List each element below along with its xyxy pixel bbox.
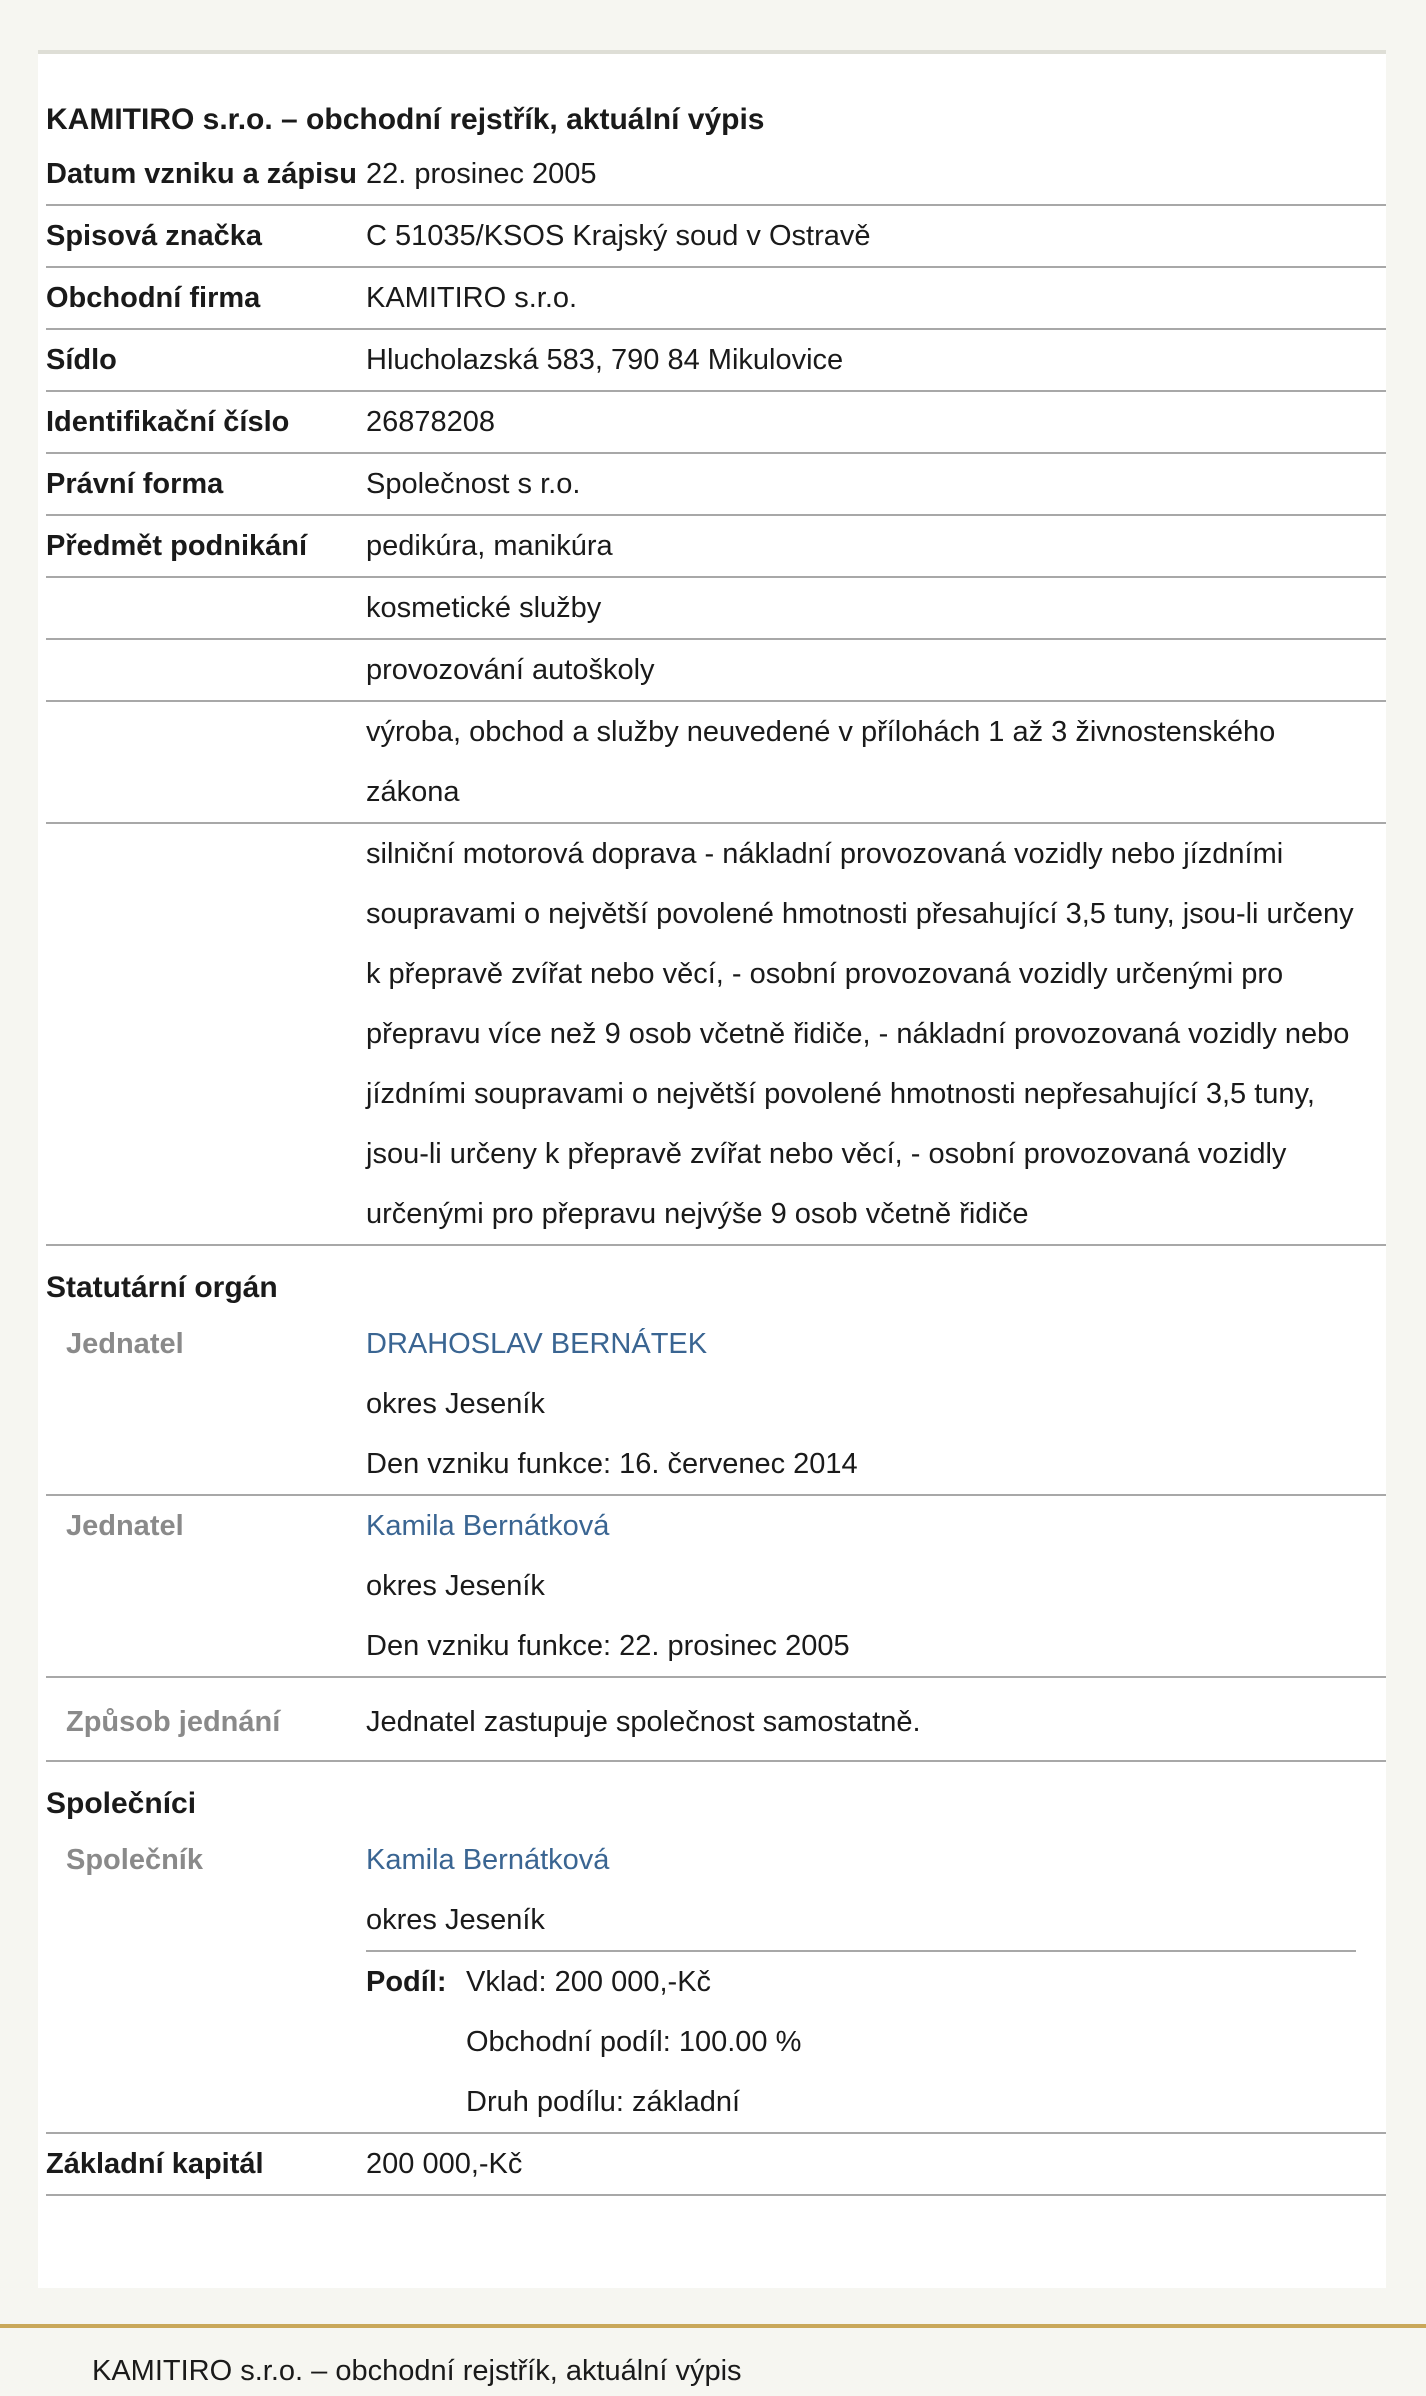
- row-predmet-podnikani: [46, 516, 1386, 578]
- row-predmet-item: [46, 578, 1386, 640]
- row-value: KAMITIRO s.r.o.: [366, 282, 578, 314]
- row-label: Spisová značka: [46, 220, 262, 252]
- row-value: 22. prosinec 2005: [366, 158, 597, 190]
- member-district: okres Jeseník: [366, 1570, 545, 1602]
- row-value: 200 000,-Kč: [366, 2148, 523, 2180]
- row-pravni-forma: [46, 454, 1386, 516]
- row-label: Právní forma: [46, 468, 224, 500]
- podil-vklad: Vklad: 200 000,-Kč: [466, 1966, 712, 1998]
- row-value: Jednatel zastupuje společnost samostatně.: [366, 1706, 921, 1738]
- row-value: 26878208: [366, 406, 496, 438]
- row-label: Datum vzniku a zápisu: [46, 158, 358, 190]
- register-extract-content: [46, 54, 1386, 2196]
- podil-block: [366, 1950, 1356, 2132]
- row-value: C 51035/KSOS Krajský soud v Ostravě: [366, 220, 871, 252]
- row-label: Předmět podnikání: [46, 530, 308, 562]
- row-obchodni-firma: [46, 268, 1386, 330]
- row-predmet-item: [46, 640, 1386, 702]
- row-zpusob-jednani: [46, 1678, 1386, 1762]
- row-label: Sídlo: [46, 344, 117, 376]
- member-since: Den vzniku funkce: 22. prosinec 2005: [366, 1630, 850, 1662]
- row-label-empty: [46, 578, 366, 638]
- row-label-empty: [46, 702, 366, 822]
- row-value: Společnost s r.o.: [366, 468, 581, 500]
- row-datum-vzniku: [46, 144, 1386, 206]
- predmet-item: provozování autoškoly: [366, 654, 655, 686]
- member-details: [366, 1496, 1386, 1676]
- spolecnik-role: Společník: [66, 1844, 203, 1876]
- spolecnik-entry: [46, 1830, 1386, 2134]
- statutarni-member: [46, 1314, 1386, 1496]
- row-label: Identifikační číslo: [46, 406, 290, 438]
- spolecnik-details: [366, 1830, 1386, 2132]
- member-name-link[interactable]: DRAHOSLAV BERNÁTEK: [366, 1328, 708, 1360]
- member-role: Jednatel: [66, 1510, 184, 1542]
- podil-druh: Druh podílu: základní: [466, 2086, 741, 2118]
- page-footer: [0, 2324, 1426, 2396]
- row-identifikacni-cislo: [46, 392, 1386, 454]
- podil-label: Podíl:: [366, 1966, 447, 1998]
- row-label: Základní kapitál: [46, 2148, 264, 2180]
- member-name-link[interactable]: Kamila Bernátková: [366, 1510, 610, 1542]
- row-label-empty: [46, 640, 366, 700]
- member-details: [366, 1314, 1386, 1494]
- member-since: Den vzniku funkce: 16. červenec 2014: [366, 1448, 858, 1480]
- predmet-item: výroba, obchod a služby neuvedené v přílohách 1 až 3 živnostenského zákona: [366, 716, 1276, 808]
- row-sidlo: [46, 330, 1386, 392]
- podil-values: [466, 1952, 801, 2132]
- footer-text: KAMITIRO s.r.o. – obchodní rejstřík, aktuální výpis: [92, 2355, 742, 2387]
- predmet-item: pedikúra, manikúra: [366, 530, 613, 562]
- statutarni-member: [46, 1496, 1386, 1678]
- section-heading-statutarni: Statutární orgán: [46, 1271, 278, 1304]
- spolecnik-name-link[interactable]: Kamila Bernátková: [366, 1844, 610, 1876]
- member-role: Jednatel: [66, 1328, 184, 1360]
- row-zakladni-kapital: [46, 2134, 1386, 2196]
- row-spisova-znacka: [46, 206, 1386, 268]
- predmet-item: kosmetické služby: [366, 592, 602, 624]
- row-predmet-item: [46, 824, 1386, 1246]
- member-district: okres Jeseník: [366, 1388, 545, 1420]
- row-label: Obchodní firma: [46, 282, 261, 314]
- row-value: Hlucholazská 583, 790 84 Mikulovice: [366, 344, 844, 376]
- page-title: KAMITIRO s.r.o. – obchodní rejstřík, aktuální výpis: [46, 103, 765, 136]
- spolecnik-district: okres Jeseník: [366, 1904, 545, 1936]
- predmet-item: silniční motorová doprava - nákladní provozovaná vozidly nebo jízdními soupravami o největší povolené hmotnosti přesahující 3,5 tuny, jsou-li určeny k přepravě zvířat nebo věcí, - osobní provozovaná vozidly určenými pro přepravu více než 9 osob včetně řidiče, - nákladní provozovaná vozidly nebo jízdními soupravami o největší povolené hmotnosti nepřesahující 3,5 tuny, jsou-li určeny k přepravě zvířat nebo věcí, - osobní provozovaná vozidly určenými pro přepravu nejvýše 9 osob včetně řidiče: [366, 838, 1354, 1230]
- row-label: Způsob jednání: [66, 1706, 281, 1738]
- register-extract-card: [38, 50, 1386, 2288]
- podil-obchodni: Obchodní podíl: 100.00 %: [466, 2026, 802, 2058]
- row-predmet-item: [46, 702, 1386, 824]
- row-label-empty: [46, 824, 366, 1244]
- section-heading-spolecnici: Společníci: [46, 1787, 197, 1820]
